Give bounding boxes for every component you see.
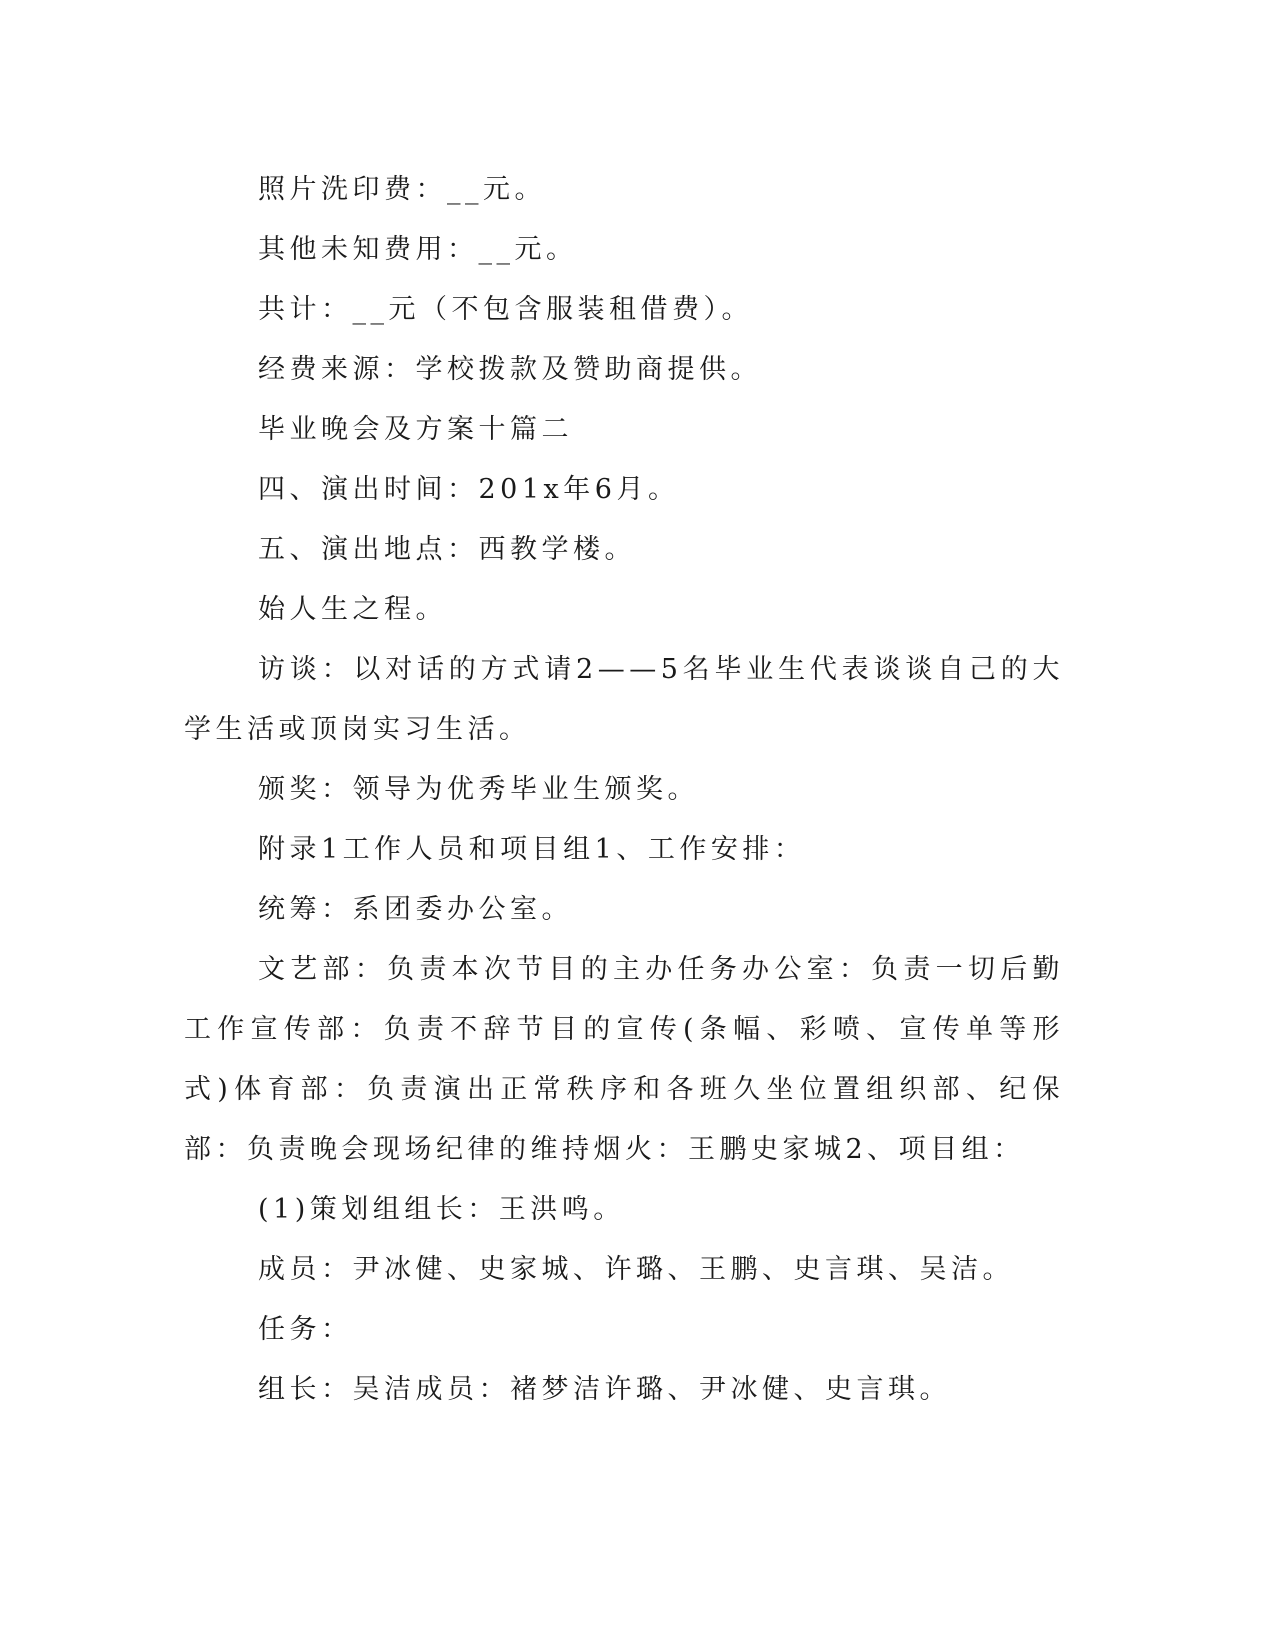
- paragraph-life-journey: 始人生之程。: [258, 594, 447, 625]
- paragraph-funding-source: 经费来源：学校拨款及赞助商提供。: [258, 354, 762, 385]
- paragraph-interview: 访谈：以对话的方式请2——5名毕业生代表谈谈自己的大学生活或顶岗实习生活。: [184, 654, 1064, 745]
- paragraph-performance-time: 四、演出时间：201x年6月。: [258, 474, 680, 505]
- document-body: [184, 160, 1064, 1420]
- paragraph-planning-group-leader: (1)策划组组长：王洪鸣。: [258, 1194, 625, 1225]
- paragraph-photo-printing-fee: 照片洗印费：__元。: [258, 174, 546, 205]
- paragraph-department-duties: 文艺部：负责本次节目的主办任务办公室：负责一切后勤工作宣传部：负责不辞节目的宣传(条幅、彩喷、宣传单等形式)体育部：负责演出正常秩序和各班久坐位置组织部、纪保部：负责晚会现场纪律的维持烟火：王鹏史家城2、项目组：: [184, 954, 1064, 1165]
- paragraph-awards: 颁奖：领导为优秀毕业生颁奖。: [258, 774, 699, 805]
- paragraph-group-leader-members: 组长：吴洁成员：褚梦洁许璐、尹冰健、史言琪。: [258, 1374, 951, 1405]
- paragraph-task-label: 任务：: [258, 1314, 353, 1345]
- paragraph-total: 共计：__元（不包含服装租借费）。: [258, 294, 753, 325]
- paragraph-performance-venue: 五、演出地点：西教学楼。: [258, 534, 636, 565]
- paragraph-appendix-work-arrangement: 附录1工作人员和项目组1、工作安排：: [258, 834, 806, 865]
- paragraph-coordination: 统筹：系团委办公室。: [258, 894, 573, 925]
- paragraph-other-unknown-fees: 其他未知费用：__元。: [258, 234, 578, 265]
- paragraph-planning-group-members: 成员：尹冰健、史家城、许璐、王鹏、史言琪、吴洁。: [258, 1254, 1014, 1285]
- section-heading: 毕业晚会及方案十篇二: [258, 414, 573, 445]
